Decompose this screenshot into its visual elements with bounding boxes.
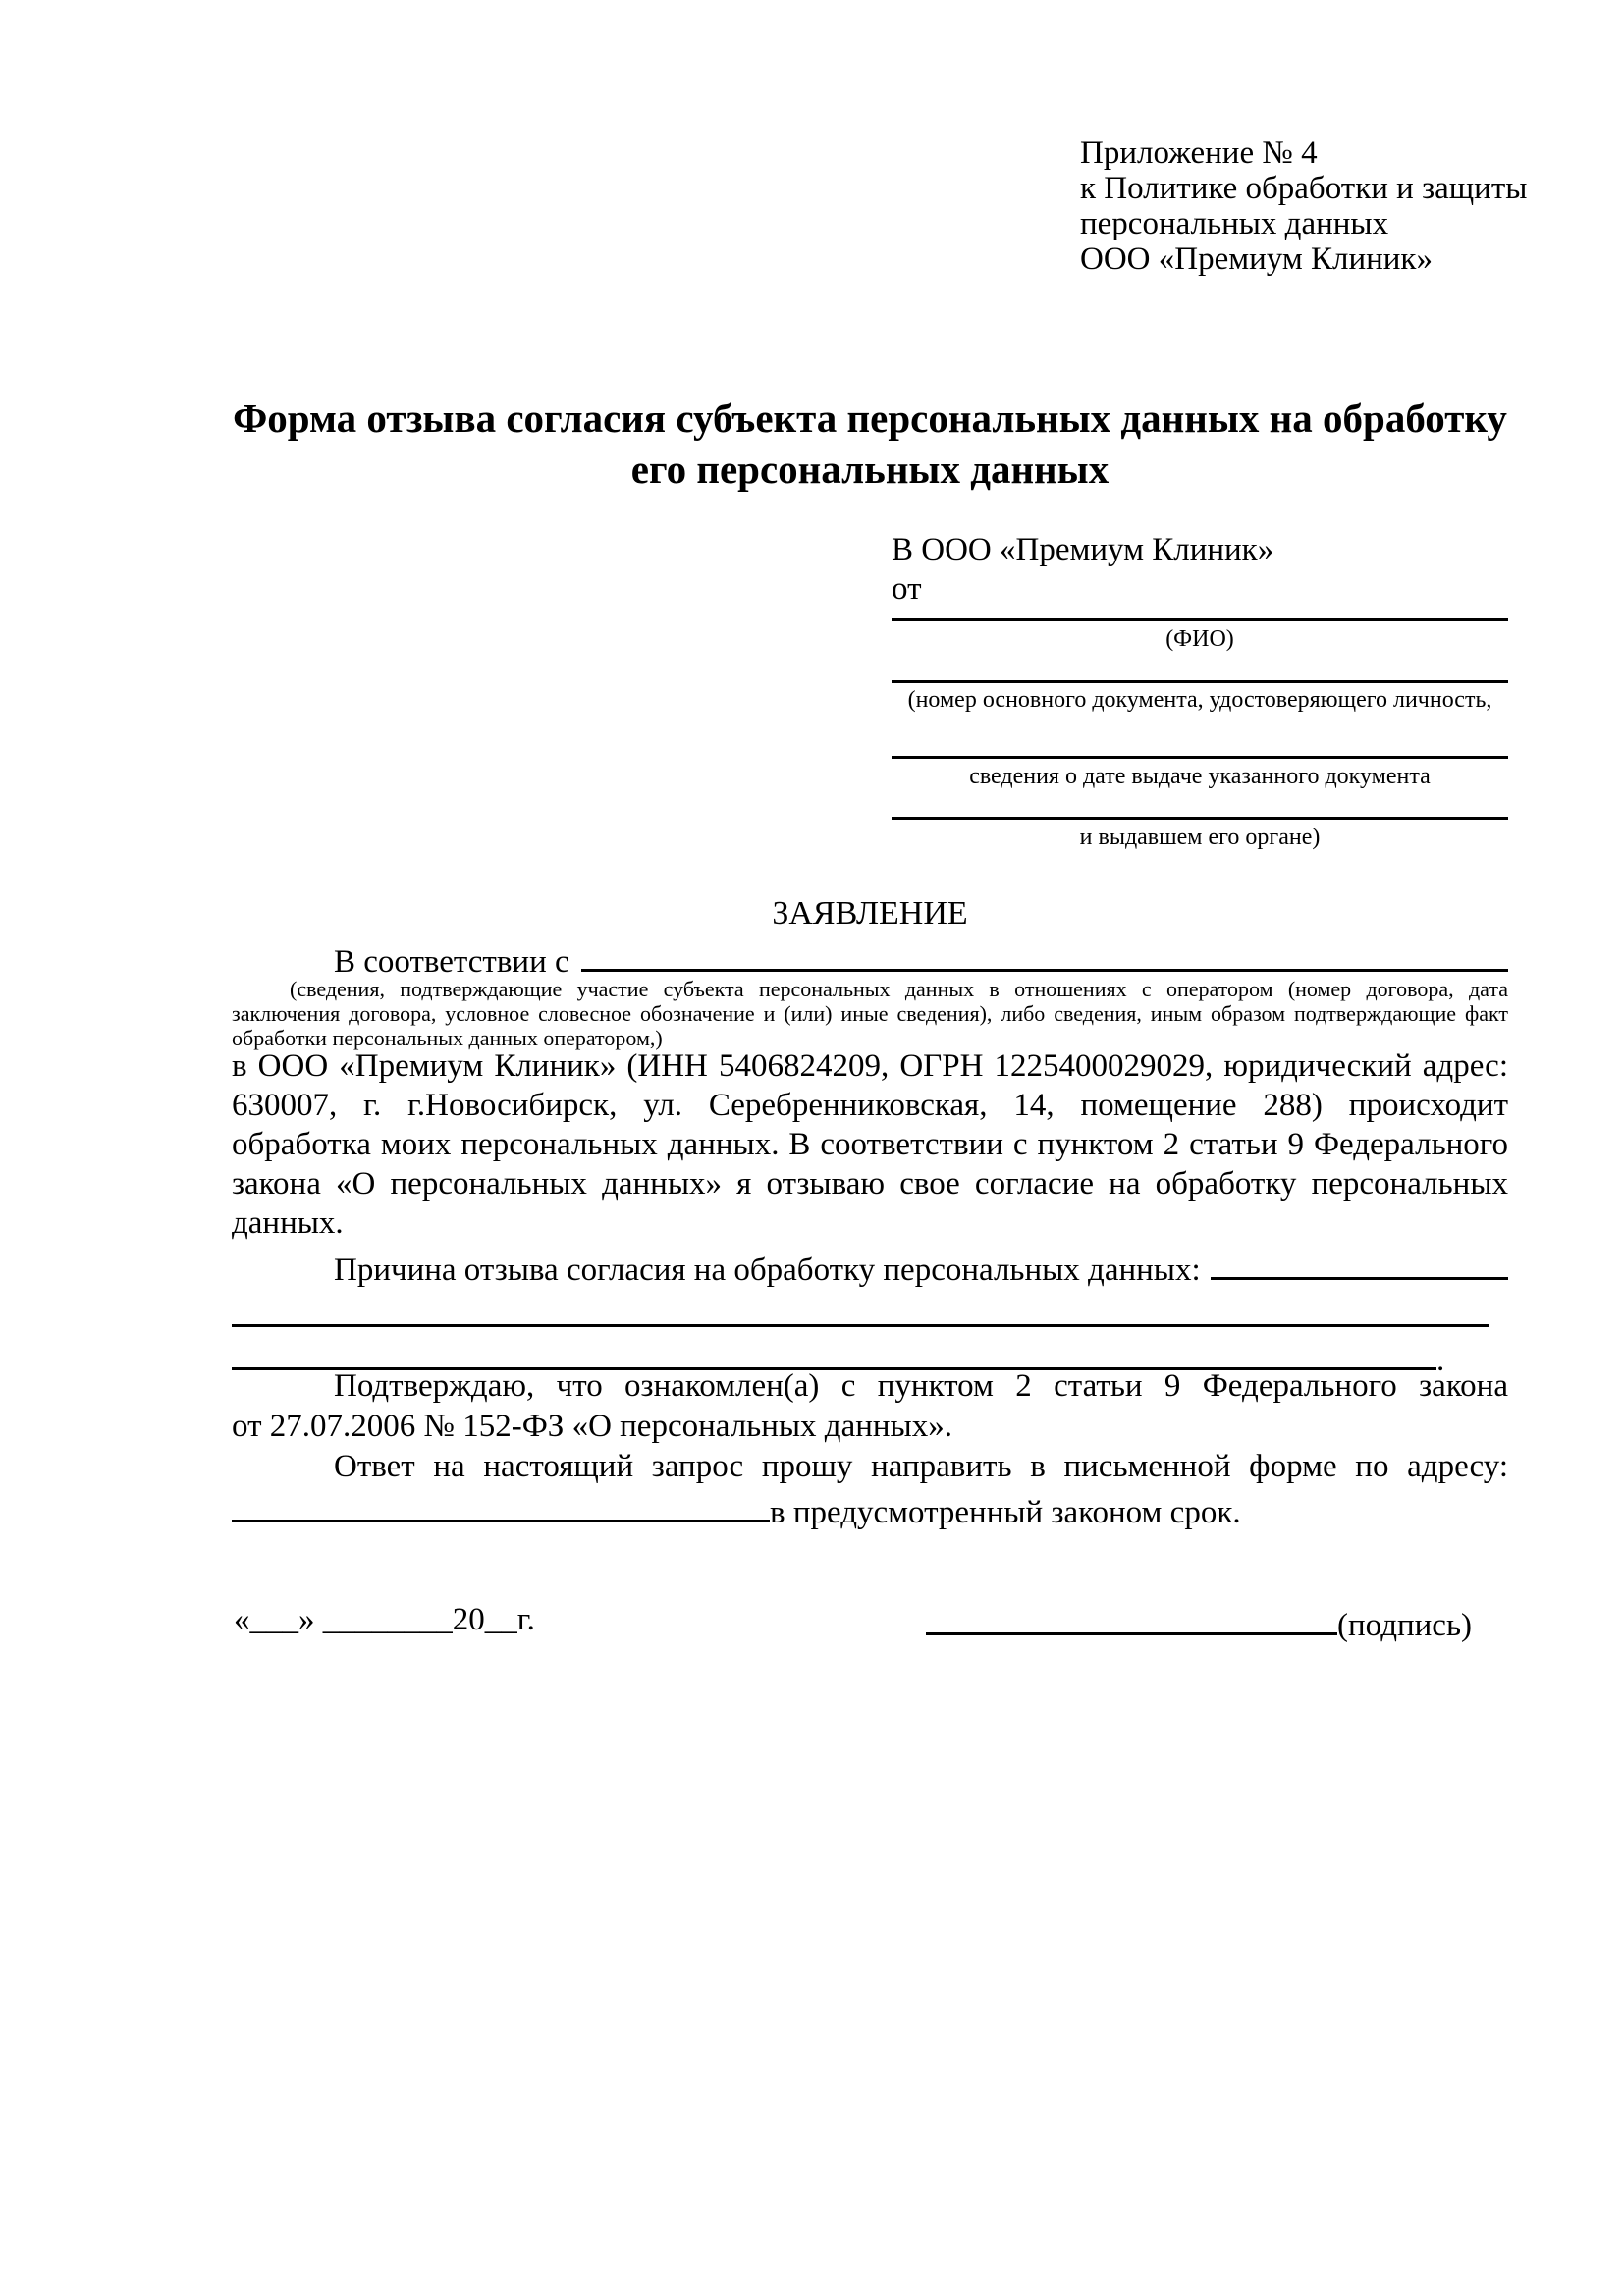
annotation-line: к Политике обработки и защиты [1080,171,1528,206]
addressee-block [892,530,1273,609]
annotation-line: ООО «Премиум Клиник» [1080,241,1433,277]
intro-label: В соответствии с [334,944,569,980]
document-title [232,393,1508,495]
confirm-line: Подтверждаю, что ознакомлен(а) с пунктом 2 статьи 9 Федерального закона [334,1368,1508,1404]
reply-address-row [232,1487,1508,1533]
reason-continuation-blank-line [232,1335,1436,1370]
fio-blank-line [892,618,1508,621]
intro-blank-line [581,936,1508,972]
confirm-line: от 27.07.2006 № 152-ФЗ «О персональных данных». [232,1409,952,1444]
title-line: Форма отзыва согласия субъекта персональных данных на обработку [233,396,1507,441]
reply-paragraph [232,1447,1508,1533]
footnote-line: (сведения, подтверждающие участие субъекта персональных данных в отношениях с оператором (номер договора, дата [290,977,1508,1001]
body-line: данных. [232,1205,344,1241]
signature-row [926,1600,1472,1645]
confirmation-paragraph [232,1366,1508,1447]
addressee-from-label: от [892,571,922,607]
date-blank: «___» ________20__г. [234,1602,535,1637]
reply-line: Ответ на настоящий запрос прошу направить в письменной форме по адресу: [334,1449,1508,1484]
issuing-authority-blank-line [892,817,1508,820]
footnote-line: обработки персональных данных оператором,) [232,1026,663,1050]
statement-heading: ЗАЯВЛЕНИЕ [772,895,968,932]
issue-date-blank-line [892,756,1508,759]
address-blank-line [232,1487,770,1522]
id-document-blank-line [892,680,1508,683]
footnote-block [232,977,1508,1050]
appendix-annotation [1080,135,1527,277]
annotation-line: персональных данных [1080,206,1389,241]
body-line: обработка моих персональных данных. В соответствии с пунктом 2 статьи 9 Федерального [232,1127,1508,1162]
reason-label: Причина отзыва согласия на обработку персональных данных: [334,1253,1201,1288]
annotation-line: Приложение № 4 [1080,135,1318,171]
id-document-caption: (номер основного документа, удостоверяющего личность, [907,687,1492,713]
intro-row [334,936,1508,982]
sentence-period: . [1436,1343,1445,1378]
reply-line-tail: в предусмотренный законом срок. [770,1495,1241,1530]
addressee-to: В ООО «Премиум Клиник» [892,532,1274,567]
body-line: закона «О персональных данных» я отзываю свое согласие на обработку персональных [232,1166,1508,1201]
reason-blank-line [1211,1245,1508,1280]
footnote-line: заключения договора, условное словесное обозначение и (или) иные сведения), либо сведения, иным образом подтверждающие факт [232,1001,1508,1026]
issuing-authority-caption: и выдавшем его органе) [1079,825,1321,850]
signature-blank-line [926,1600,1337,1635]
reason-row [334,1245,1508,1290]
body-line: 630007, г. г.Новосибирск, ул. Серебренниковская, 14, помещение 288) происходит [232,1088,1508,1123]
body-line: в ООО «Премиум Клиник» (ИНН 5406824209, ОГРН 1225400029029, юридический адрес: [232,1048,1508,1084]
issue-date-caption: сведения о дате выдаче указанного документа [969,764,1431,789]
signature-caption: (подпись) [1337,1608,1472,1643]
title-line: его персональных данных [630,447,1110,492]
reason-continuation-blank-line [232,1324,1489,1327]
fio-caption: (ФИО) [1165,626,1234,652]
statement-body [232,1046,1508,1243]
